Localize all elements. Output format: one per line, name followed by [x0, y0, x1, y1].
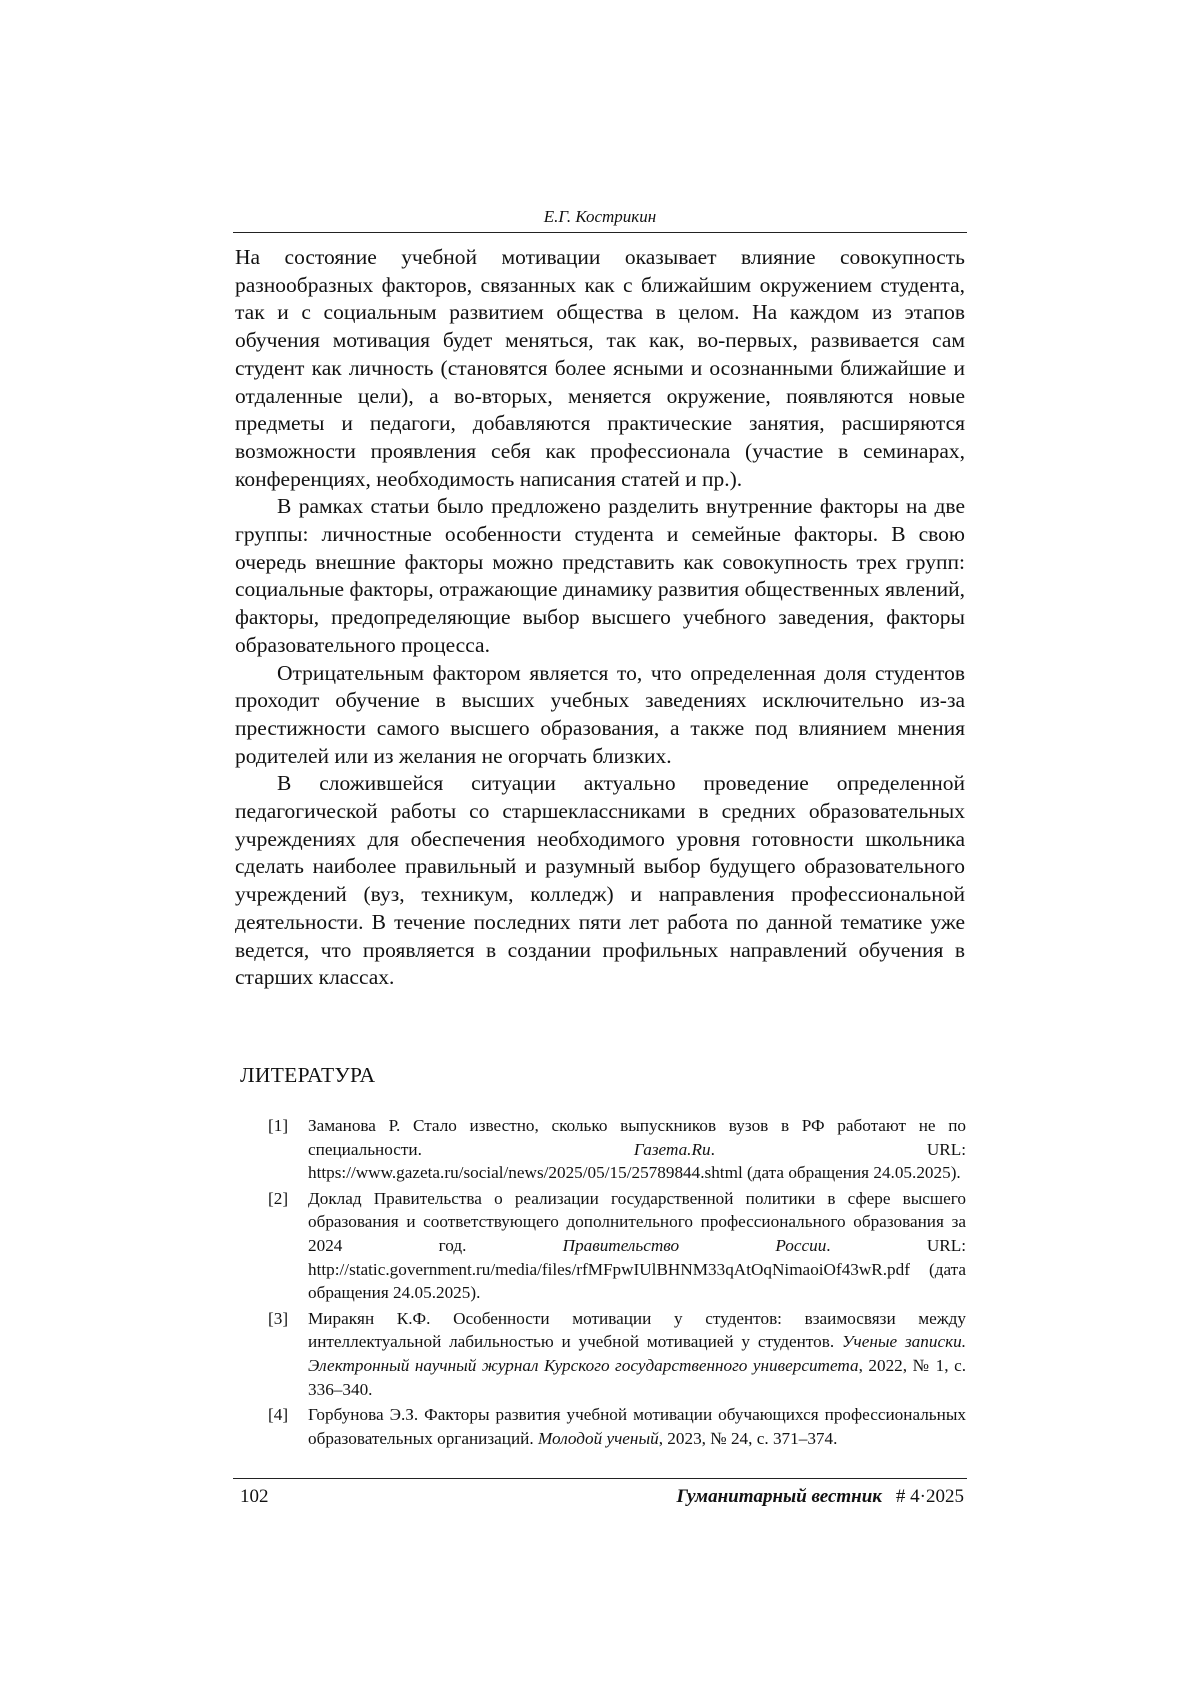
journal-title: Гуманитарный вестник: [676, 1486, 882, 1507]
body-text: [235, 244, 965, 992]
paragraph: Отрицательным фактором является то, что определенная доля студентов проходит обучение в высших учебных заведениях исключительно из-за престижности самого высшего образования, а также под влиянием мнения родителей или из желания не огорчать близких.: [235, 660, 965, 768]
reference-list: [268, 1114, 966, 1452]
issue-number: # 4·2025: [895, 1486, 964, 1507]
reference-text: [308, 1187, 966, 1305]
reference-source: Правительство России: [562, 1235, 827, 1255]
reference-text: [308, 1307, 966, 1401]
reference-details: , 2022, № 1, с. 336–340.: [308, 1355, 966, 1399]
reference-number: [3]: [268, 1308, 289, 1328]
paragraph: В сложившейся ситуации актуально проведение определенной педагогической работы со старшеклассниками в средних образовательных учреждениях для обеспечения необходимого уровня готовности школьника сделать наиболее правильный и разумный выбор будущего образовательного учреждений (вуз, техникум, колледж) и направления профессиональной деятельности. В течение последних пяти лет работа по данной тематике уже ведется, что проявляется в создании профильных направлений обучения в старших классах.: [235, 771, 965, 990]
reference-item: [268, 1114, 966, 1185]
reference-number: [4]: [268, 1405, 289, 1425]
page-number: 102: [240, 1486, 269, 1507]
header-rule: [233, 232, 967, 233]
reference-number: [1]: [268, 1116, 289, 1135]
reference-citation: Доклад Правительства о реализации государственной политики в сфере высшего образования и соответствующего дополнительного профессионального образования за 2024 год.: [308, 1188, 966, 1255]
reference-citation: Миракян К.Ф. Особенности мотивации у студентов: взаимосвязи между интеллектуальной лабильностью и учебной мотивацией у студентов.: [308, 1308, 966, 1352]
reference-details: . URL: http://static.government.ru/media/files/rfMFpwIUlBHNM33qAtOqNimaoiOf43wR.pdf (дата обращения 24.05.2025).: [308, 1235, 967, 1303]
running-head-author: Е.Г. Кострикин: [543, 207, 657, 226]
journal-footer: [676, 1485, 964, 1509]
reference-text: [308, 1114, 966, 1185]
reference-number: [2]: [268, 1188, 289, 1208]
reference-item: [268, 1403, 966, 1450]
paragraph: На состояние учебной мотивации оказывает влияние совокупность разнообразных факторов, связанных как с ближайшим окружением студента, так и с социальным развитием общества в целом. На каждом из этапов обучения мотивация будет меняться, так как, во-первых, развивается сам студент как личность (становятся более ясными и осознанными ближайшие и отдаленные цели), а во-вторых, меняется окружение, появляются новые предметы и педагоги, добавляются практические занятия, расширяются возможности проявления себя как профессионала (участие в семинарах, конференциях, необходимость написания статей и пр.).: [235, 245, 965, 491]
reference-source: Молодой ученый: [537, 1428, 659, 1448]
reference-citation: Заманова Р. Стало известно, сколько выпускников вузов в РФ работают не по специальности.: [308, 1116, 966, 1159]
reference-source: Ученые записки. Электронный научный журнал Курского государственного университета: [308, 1332, 966, 1375]
reference-citation: Горбунова Э.З. Факторы развития учебной мотивации обучающихся профессиональных образовательных организаций.: [308, 1405, 966, 1448]
reference-item: [268, 1307, 966, 1401]
literature-heading: ЛИТЕРАТУРА: [240, 1063, 376, 1087]
reference-details: . URL: https://www.gazeta.ru/social/news/2025/05/15/25789844.shtml (дата обращения 24.05.2025).: [308, 1139, 967, 1183]
paragraph: В рамках статьи было предложено разделить внутренние факторы на две группы: личностные особенности студента и семейные факторы. В свою очередь внешние факторы можно представить как совокупность трех групп: социальные факторы, отражающие динамику развития общественных явлений, факторы, предопределяющие выбор высшего учебного заведения, факторы образовательного процесса.: [235, 494, 965, 657]
reference-item: [268, 1187, 966, 1305]
reference-text: [308, 1403, 966, 1450]
reference-details: , 2023, № 24, с. 371–374.: [658, 1428, 838, 1448]
reference-source: Газета.Ru: [633, 1139, 711, 1159]
footer-rule: [233, 1478, 967, 1479]
